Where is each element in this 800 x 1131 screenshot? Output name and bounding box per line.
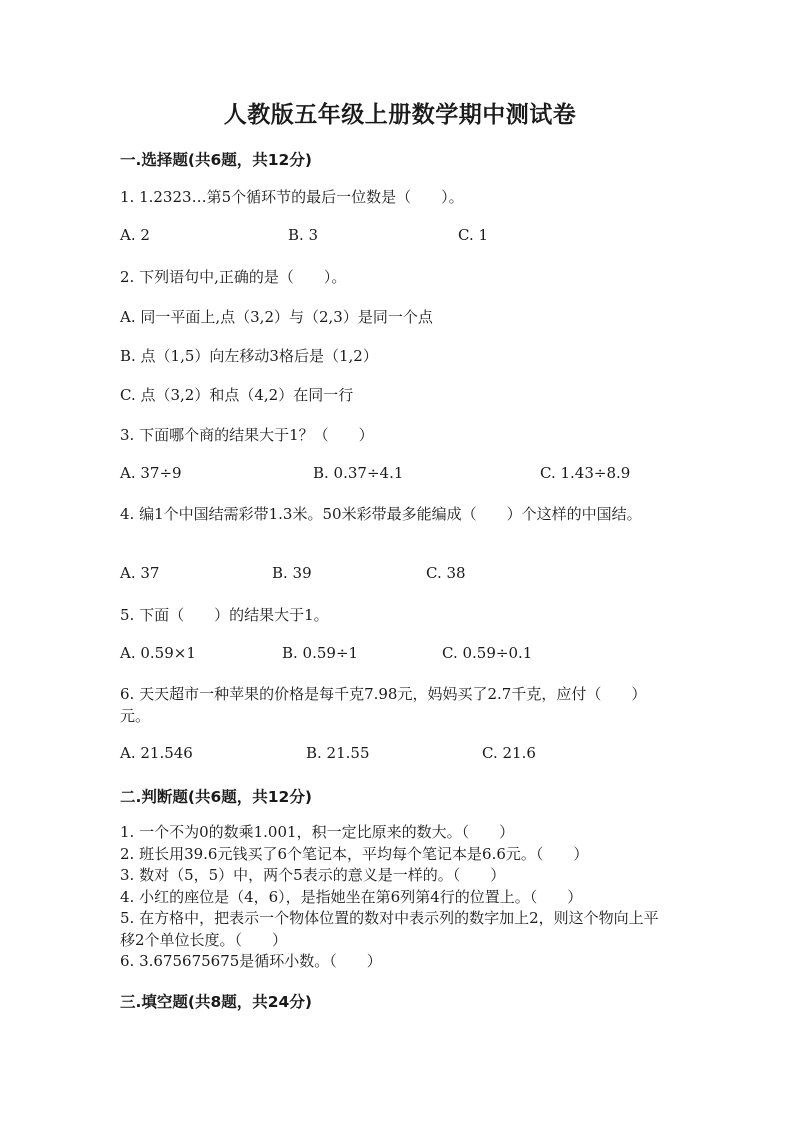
question-2-option-a: A. 同一平面上,点（3,2）与（2,3）是同一个点 bbox=[120, 308, 433, 326]
option-b: B. 3 bbox=[288, 226, 319, 244]
option-c: C. 21.6 bbox=[482, 744, 536, 762]
option-b: B. 21.55 bbox=[306, 744, 370, 762]
option-c: C. 1.43÷8.9 bbox=[540, 464, 631, 482]
option-b: B. 0.59÷1 bbox=[282, 644, 359, 662]
judgment-item-2: 2. 班长用39.6元钱买了6个笔记本，平均每个笔记本是6.6元。（ ） bbox=[120, 844, 589, 863]
section-heading-judgment: 二.判断题(共6题，共12分) bbox=[120, 788, 312, 806]
option-c: C. 38 bbox=[426, 564, 466, 582]
judgment-item-6: 6. 3.675675675是循环小数。（ ） bbox=[120, 952, 382, 970]
option-a: A. 0.59×1 bbox=[120, 644, 196, 662]
question-3-options bbox=[120, 464, 680, 486]
option-a: A. 37 bbox=[120, 564, 160, 582]
judgment-item-4: 4. 小红的座位是（4，6），是指她坐在第6列第4行的位置上。（ ） bbox=[120, 887, 583, 906]
option-a: A. 21.546 bbox=[120, 744, 193, 762]
option-a: A. 2 bbox=[120, 226, 150, 244]
option-b: B. 0.37÷4.1 bbox=[313, 464, 404, 482]
judgment-item-1: 1. 一个不为0的数乘1.001，积一定比原来的数大。（ ） bbox=[120, 823, 515, 841]
question-3: 3. 下面哪个商的结果大于1？（ ） bbox=[120, 426, 374, 444]
question-5-options bbox=[120, 644, 680, 666]
judgment-item-3: 3. 数对（5，5）中，两个5表示的意义是一样的。（ ） bbox=[120, 866, 506, 884]
question-6-options bbox=[120, 744, 680, 766]
question-4-options bbox=[120, 564, 680, 586]
option-c: C. 1 bbox=[458, 226, 489, 244]
option-b: B. 39 bbox=[272, 564, 312, 582]
question-6: 6. 天天超市一种苹果的价格是每千克7.98元，妈妈买了2.7千克，应付（ ）元。 bbox=[120, 685, 639, 725]
judgment-list bbox=[120, 822, 670, 973]
option-a: A. 37÷9 bbox=[120, 464, 182, 482]
section-heading-choice: 一.选择题(共6题，共12分) bbox=[120, 151, 312, 169]
page-title: 人教版五年级上册数学期中测试卷 bbox=[223, 102, 577, 128]
section-heading-fill: 三.填空题(共8题，共24分) bbox=[120, 993, 312, 1011]
question-4: 4. 编1个中国结需彩带1.3米。50米彩带最多能编成（ ）个这样的中国结。 bbox=[120, 505, 642, 523]
question-1-options bbox=[120, 226, 680, 248]
question-5: 5. 下面（ ）的结果大于1。 bbox=[120, 606, 329, 624]
judgment-item-5: 5. 在方格中，把表示一个物体位置的数对中表示列的数字加上2，则这个物向上平移2个单位长度。（ ） bbox=[120, 909, 659, 949]
question-2-option-b: B. 点（1,5）向左移动3格后是（1,2） bbox=[120, 347, 378, 365]
question-2-option-c: C. 点（3,2）和点（4,2）在同一行 bbox=[120, 386, 354, 404]
option-c: C. 0.59÷0.1 bbox=[442, 644, 533, 662]
question-2: 2. 下列语句中,正确的是（ ）。 bbox=[120, 268, 347, 286]
question-1: 1. 1.2323…第5个循环节的最后一位数是（ ）。 bbox=[120, 188, 464, 206]
